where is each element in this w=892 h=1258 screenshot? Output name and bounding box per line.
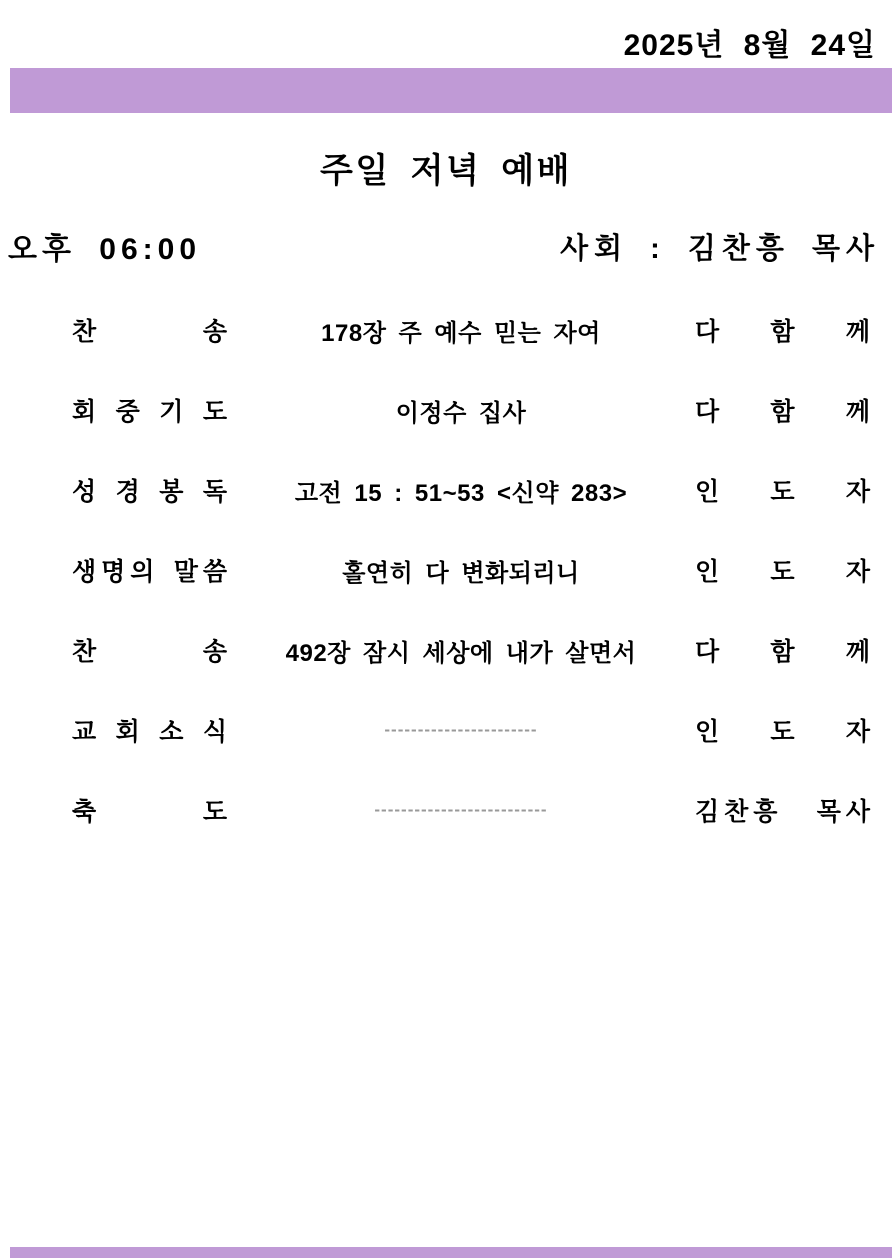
program-item-label: 회 중 기 도 (72, 398, 232, 426)
program-row (0, 290, 892, 370)
program-item-label: 찬 송 (72, 638, 232, 666)
program-item-content: 고전 15 : 51~53 <신약 283> (294, 479, 628, 507)
program-item-label: 성 경 봉 독 (72, 478, 232, 506)
program-item-content: 이정수 집사 (395, 399, 527, 427)
program-item-content: 178장 주 예수 믿는 자여 (321, 319, 601, 347)
program-row (0, 610, 892, 690)
date-text: 2025년 8월 24일 (623, 29, 876, 62)
program-item-content: -------------------------- (374, 800, 548, 819)
program-item-person: 인 도 자 (695, 718, 875, 746)
program-row (0, 530, 892, 610)
program-item-label: 교 회 소 식 (72, 718, 232, 746)
program-item-label: 찬 송 (72, 318, 232, 346)
program-item-content: ----------------------- (384, 720, 538, 739)
program-item-label: 축 도 (72, 798, 232, 826)
program-item-person: 다 함 께 (695, 638, 875, 666)
program-row (0, 770, 892, 850)
program-row (0, 370, 892, 450)
program-item-label: 생명의 말씀 (72, 558, 232, 586)
program-item-content: 홀연히 다 변화되리니 (342, 559, 580, 587)
service-leader: 사회 : 김찬흥 목사 (560, 233, 880, 265)
header-banner (10, 68, 892, 113)
program-row (0, 450, 892, 530)
program-item-person: 김찬흥 목사 (695, 798, 875, 826)
program-item-person: 다 함 께 (695, 318, 875, 346)
footer-banner (10, 1247, 892, 1258)
service-time: 오후 06:00 (8, 233, 202, 266)
program-list (0, 290, 892, 850)
program-item-person: 인 도 자 (695, 558, 875, 586)
program-row (0, 690, 892, 770)
page-title: 주일 저녁 예배 (320, 152, 572, 190)
program-item-person: 다 함 께 (695, 398, 875, 426)
program-item-content: 492장 잠시 세상에 내가 살면서 (285, 639, 637, 667)
program-item-person: 인 도 자 (695, 478, 875, 506)
